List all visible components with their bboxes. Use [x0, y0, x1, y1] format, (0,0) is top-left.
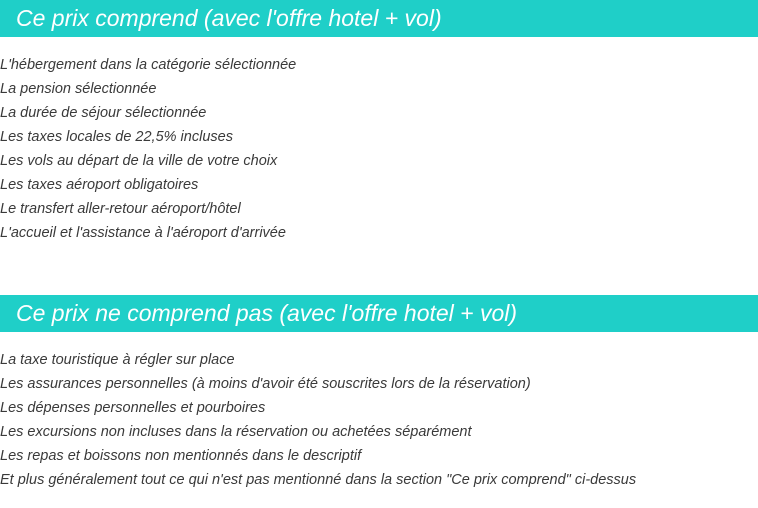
excludes-item-assurances: Les assurances personnelles (à moins d'avoir été souscrites lors de la réservation)	[0, 376, 531, 392]
includes-section-title: Ce prix comprend (avec l'offre hotel + vol)	[0, 0, 758, 37]
includes-item-duree-sejour: La durée de séjour sélectionnée	[0, 105, 207, 121]
includes-item-accueil: L'accueil et l'assistance à l'aéroport d'arrivée	[0, 225, 286, 241]
includes-item-taxes-locales: Les taxes locales de 22,5% incluses	[0, 129, 233, 145]
includes-item-transfert: Le transfert aller-retour aéroport/hôtel	[0, 201, 241, 217]
excludes-item-general: Et plus généralement tout ce qui n'est pas mentionné dans la section "Ce prix comprend" ci-dessus	[0, 472, 637, 488]
includes-item-hebergement: L'hébergement dans la catégorie sélectionnée	[0, 57, 297, 73]
excludes-section-title: Ce prix ne comprend pas (avec l'offre hotel + vol)	[0, 295, 758, 332]
excludes-item-excursions: Les excursions non incluses dans la réservation ou achetées séparément	[0, 424, 472, 440]
excludes-list	[0, 348, 636, 492]
includes-item-vols: Les vols au départ de la ville de votre choix	[0, 153, 278, 169]
excludes-item-repas: Les repas et boissons non mentionnés dans le descriptif	[0, 448, 362, 464]
includes-list	[0, 53, 296, 245]
excludes-item-depenses: Les dépenses personnelles et pourboires	[0, 400, 266, 416]
includes-item-taxes-aeroport: Les taxes aéroport obligatoires	[0, 177, 199, 193]
includes-item-pension: La pension sélectionnée	[0, 81, 157, 97]
excludes-item-taxe-touristique: La taxe touristique à régler sur place	[0, 352, 235, 368]
